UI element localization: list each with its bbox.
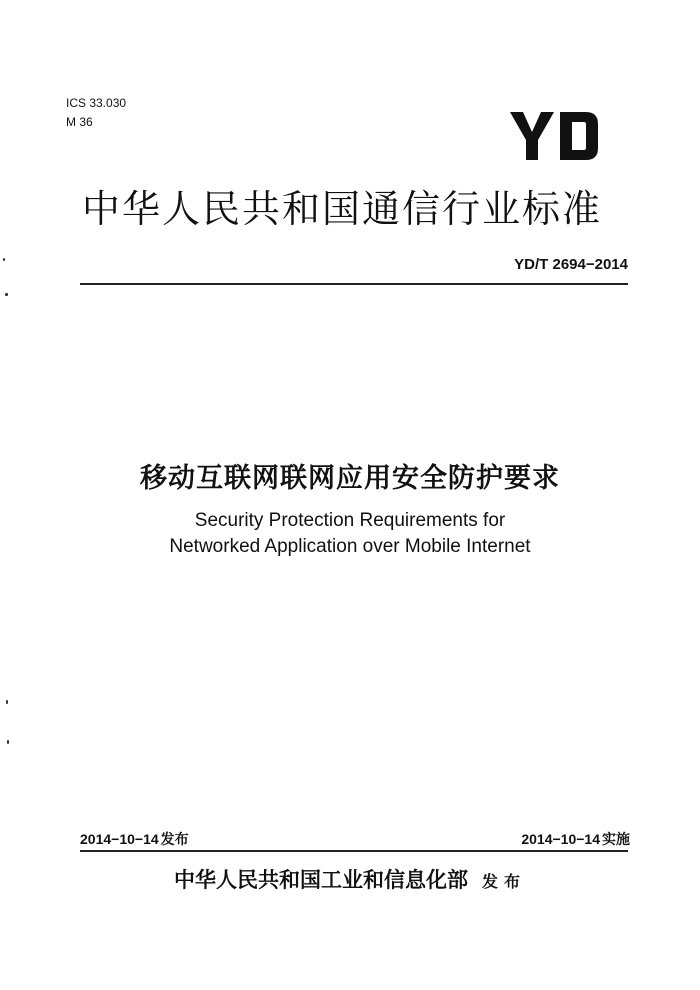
- english-title-line-2: Networked Application over Mobile Internet: [169, 536, 531, 557]
- yd-logo: [510, 104, 600, 164]
- document-title-chinese: 移动互联网联网应用安全防护要求: [140, 463, 560, 494]
- implement-date: 2014−10−14: [521, 831, 600, 847]
- yd-logo-text: YD: [555, 162, 557, 163]
- top-divider: [80, 283, 628, 285]
- implement-date-block: [521, 829, 630, 849]
- standard-number: YD/T 2694−2014: [514, 256, 628, 273]
- document-title-english: [0, 508, 700, 560]
- yd-logo-y: [510, 112, 554, 160]
- yd-logo-d: [560, 112, 598, 160]
- issue-date: 2014−10−14: [80, 831, 159, 847]
- scan-speck: [7, 740, 9, 744]
- scan-speck: [6, 700, 8, 704]
- implement-label: 实施: [602, 832, 630, 848]
- issuer-verb: 发布: [481, 872, 526, 891]
- org-standard-title: 中华人民共和国通信行业标准: [82, 187, 603, 231]
- ccs-code: M 36: [66, 115, 93, 129]
- ics-code: ICS 33.030: [66, 96, 127, 110]
- issuer-name: 中华人民共和国工业和信息化部: [173, 867, 468, 892]
- issue-label: 发布: [160, 832, 189, 848]
- issuing-authority: [0, 864, 700, 894]
- scan-speck: [3, 258, 5, 261]
- bottom-divider: [80, 850, 628, 852]
- classification-codes: [66, 94, 126, 132]
- issue-date-block: [80, 829, 189, 849]
- scan-speck: [5, 293, 8, 296]
- english-title-line-1: Security Protection Requirements for: [194, 510, 506, 531]
